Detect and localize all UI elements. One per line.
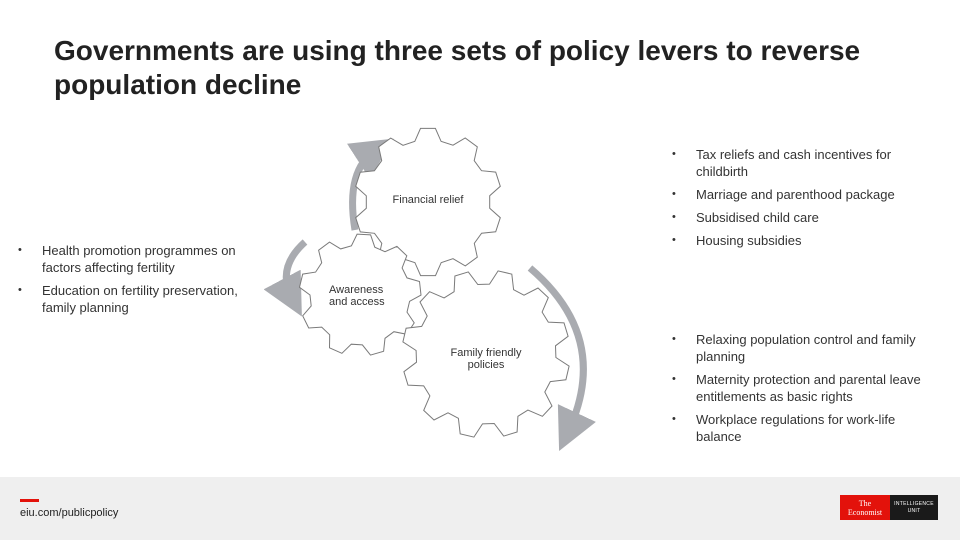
list-item: • Marriage and parenthood package	[672, 186, 922, 203]
gear-label-family-friendly: Family friendly policies	[450, 347, 522, 371]
logo-unit: INTELLIGENCE UNIT	[890, 495, 938, 520]
list-item: • Relaxing population control and family planning	[672, 331, 922, 365]
gear-label-financial-relief: Financial relief	[392, 194, 464, 206]
list-item: • Tax reliefs and cash incentives for childbirth	[672, 146, 922, 180]
gear-label-awareness-access: Awareness and access	[329, 284, 385, 308]
list-item: • Health promotion programmes on factors affecting fertility	[18, 242, 263, 276]
financial-bullet-list	[672, 146, 922, 255]
family-bullet-list	[672, 331, 922, 451]
footer-bar	[0, 477, 960, 540]
list-item: • Workplace regulations for work-life balance	[672, 411, 922, 445]
economist-logo	[840, 495, 938, 520]
logo-wordmark: The Economist	[840, 495, 890, 520]
list-item: • Housing subsidies	[672, 232, 922, 249]
footer-link[interactable]: eiu.com/publicpolicy	[20, 507, 119, 519]
list-item: • Education on fertility preservation, family planning	[18, 282, 263, 316]
slide-title: Governments are using three sets of policy levers to reverse population decline	[54, 35, 861, 100]
list-item: • Subsidised child care	[672, 209, 922, 226]
awareness-bullet-list	[18, 242, 263, 322]
brand-accent-line	[20, 499, 39, 502]
list-item: • Maternity protection and parental leave entitlements as basic rights	[672, 371, 922, 405]
